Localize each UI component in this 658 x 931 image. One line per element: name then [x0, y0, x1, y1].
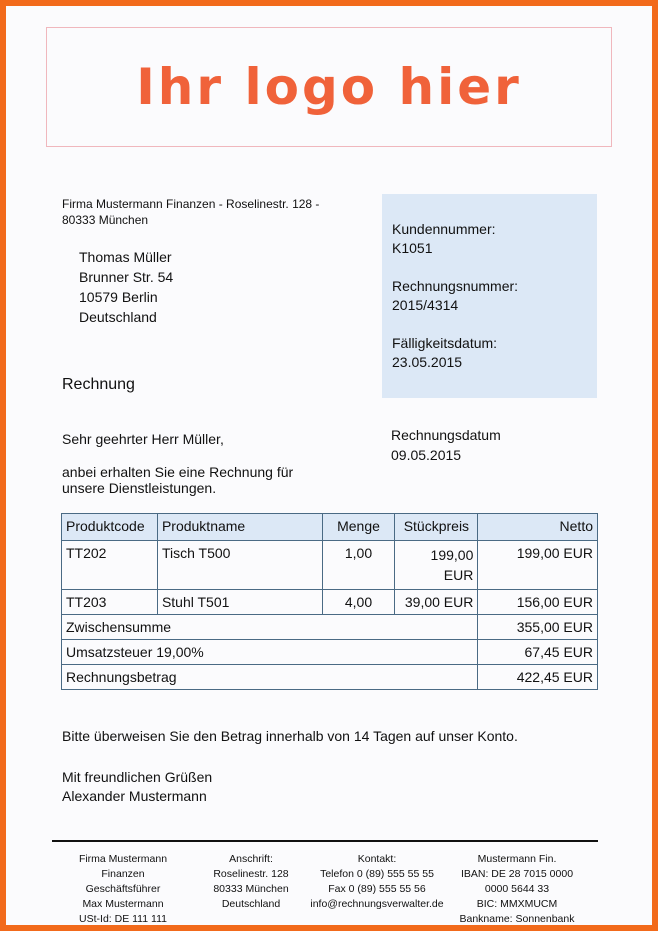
cell-price: 199,00 EUR [395, 541, 478, 590]
col-header-net: Netto [478, 514, 598, 541]
recipient-address [79, 247, 173, 327]
tax-label: Umsatzsteuer 19,00% [62, 640, 478, 665]
cell-code: TT202 [62, 541, 158, 590]
subtotal-row [62, 615, 598, 640]
invoice-info-box [382, 194, 597, 398]
footer-line: Fax 0 (89) 555 55 56 [328, 883, 426, 895]
closing-block [62, 768, 212, 806]
footer-line: Kontakt: [357, 853, 397, 865]
cell-qty: 1,00 [322, 541, 395, 590]
recipient-city: 10579 Berlin [79, 289, 158, 305]
total-value: 422,45 EUR [478, 665, 598, 690]
footer-line: Firma Mustermann [78, 853, 168, 865]
footer-line: Max Mustermann [82, 898, 164, 910]
cell-name: Stuhl T501 [157, 590, 322, 615]
logo-text: Ihr logo hier [136, 58, 522, 116]
cell-name: Tisch T500 [157, 541, 322, 590]
col-header-qty: Menge [322, 514, 395, 541]
cell-net: 199,00 EUR [478, 541, 598, 590]
footer-line: USt-Id: DE 111 111 [79, 913, 167, 925]
cell-qty: 4,00 [322, 590, 395, 615]
footer-line: Anschrift: [229, 853, 273, 865]
cell-net: 156,00 EUR [478, 590, 598, 615]
tax-row [62, 640, 598, 665]
tax-value: 67,45 EUR [478, 640, 598, 665]
payment-note: Bitte überweisen Sie den Betrag innerhalb von 14 Tagen auf unser Konto. [62, 728, 518, 744]
total-label: Rechnungsbetrag [62, 665, 478, 690]
invoice-page [6, 6, 652, 925]
footer-line: Geschäftsführer [85, 883, 161, 895]
table-header-row [62, 514, 598, 541]
total-row [62, 665, 598, 690]
invoice-date-block [391, 425, 501, 465]
footer-line: Mustermann Fin. [477, 853, 557, 865]
recipient-name: Thomas Müller [79, 249, 172, 265]
cell-code: TT203 [62, 590, 158, 615]
invoice-number-label: Rechnungsnummer: [392, 278, 519, 294]
footer-contact [302, 852, 452, 912]
footer-line: Deutschland [221, 898, 281, 910]
cell-price: 39,00 EUR [395, 590, 478, 615]
footer-line: BIC: MMXMUCM [476, 898, 558, 910]
footer-line: Roselinestr. 128 [213, 868, 289, 880]
customer-number: K1051 [392, 240, 433, 256]
footer-divider [52, 840, 598, 842]
footer-line: Finanzen [101, 868, 145, 880]
recipient-country: Deutschland [79, 309, 157, 325]
customer-number-label: Kundennummer: [392, 221, 496, 237]
footer-line: 0000 5644 33 [484, 883, 550, 895]
table-row [62, 590, 598, 615]
greeting: Sehr geehrter Herr Müller, [62, 431, 224, 447]
footer-bank [442, 852, 592, 927]
sender-line: Firma Mustermann Finanzen - Roselinestr. 128 - 80333 München [62, 197, 320, 227]
footer-address [196, 852, 306, 912]
due-date: 23.05.2015 [392, 354, 463, 370]
col-header-price: Stückpreis [395, 514, 478, 541]
recipient-street: Brunner Str. 54 [79, 269, 174, 285]
col-header-code: Produktcode [62, 514, 158, 541]
invoice-date: 09.05.2015 [391, 447, 462, 463]
footer-line: 80333 München [213, 883, 289, 895]
due-date-label: Fälligkeitsdatum: [392, 335, 498, 351]
footer-company [58, 852, 188, 927]
line-items-table [61, 513, 598, 690]
footer-line: Telefon 0 (89) 555 55 55 [320, 868, 434, 880]
col-header-name: Produktname [157, 514, 322, 541]
footer-line: info@rechnungsverwalter.de [310, 898, 444, 910]
logo-placeholder [46, 27, 612, 147]
footer-line: Bankname: Sonnenbank [459, 913, 575, 925]
table-row [62, 541, 598, 590]
invoice-number: 2015/4314 [392, 297, 459, 313]
closing-regards: Mit freundlichen Grüßen [62, 769, 213, 785]
footer-line: IBAN: DE 28 7015 0000 [460, 868, 574, 880]
intro-text: anbei erhalten Sie eine Rechnung für unsere Dienstleistungen. [62, 464, 294, 496]
closing-signer: Alexander Mustermann [62, 788, 207, 804]
subtotal-value: 355,00 EUR [478, 615, 598, 640]
invoice-date-label: Rechnungsdatum [391, 427, 501, 443]
subtotal-label: Zwischensumme [62, 615, 478, 640]
document-title: Rechnung [62, 376, 135, 393]
